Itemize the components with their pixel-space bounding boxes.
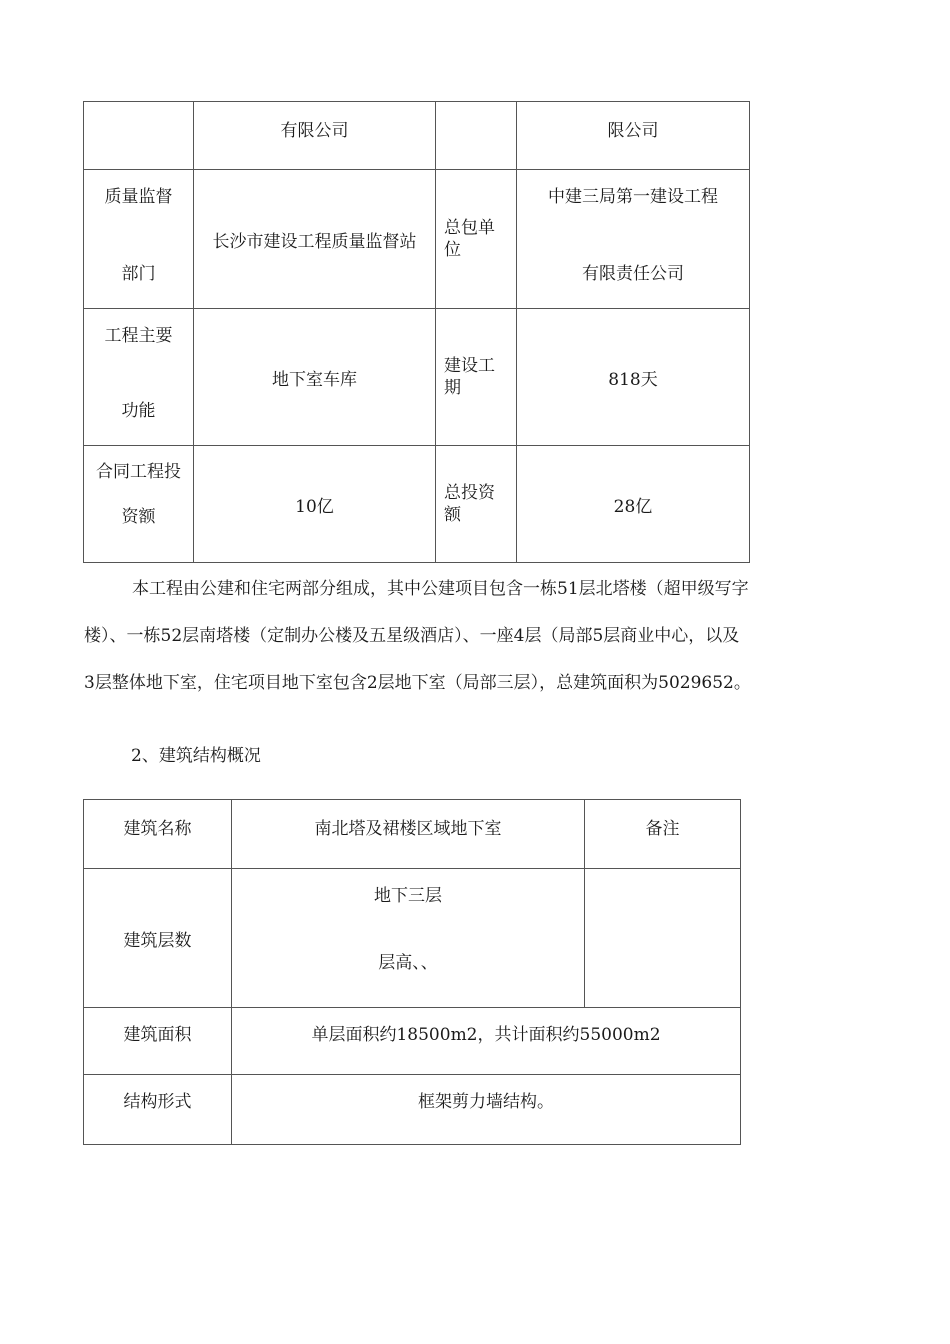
label-quality-supervision-line1: 质量监督 (104, 187, 173, 207)
general-contractor-value-line2: 有限责任公司 (582, 264, 684, 284)
total-investment-value: 28亿 (613, 496, 653, 517)
company-suffix-text: 有限公司 (280, 121, 349, 141)
table-cell (84, 309, 194, 446)
description-line-1: 本工程由公建和住宅两部分组成，其中公建项目包含一栋51层北塔楼（超甲级写字 (132, 579, 749, 599)
remarks-label: 备注 (645, 819, 680, 839)
project-info-table (83, 101, 750, 563)
table-cell (84, 1008, 232, 1075)
table-cell (84, 446, 194, 563)
table-cell (232, 1075, 741, 1145)
general-contractor-value-line1: 中建三局第一建设工程 (548, 187, 718, 207)
building-name-value: 南北塔及裙楼区域地下室 (314, 819, 502, 839)
table-cell (194, 446, 436, 563)
table-cell (84, 102, 194, 170)
label-quality-supervision-line2: 部门 (121, 264, 156, 284)
table-row (84, 1075, 741, 1145)
quality-supervision-value: 长沙市建设工程质量监督站 (212, 231, 417, 252)
label-main-function-line2: 功能 (121, 401, 156, 421)
table-cell (517, 170, 750, 309)
description-line-2: 楼）、一栋52层南塔楼（定制办公楼及五星级酒店）、一座4层（局部5层商业中心，以及 (84, 626, 740, 646)
table-row (84, 869, 741, 1008)
company-suffix-text: 限公司 (607, 121, 659, 141)
area-value: 单层面积约18500m2，共计面积约55000m2 (311, 1025, 661, 1045)
contract-investment-value: 10亿 (295, 496, 334, 517)
floors-label: 建筑层数 (123, 930, 192, 951)
structure-label: 结构形式 (123, 1092, 192, 1112)
table-cell (84, 800, 232, 869)
table-row (84, 800, 741, 869)
table-cell (232, 1008, 741, 1075)
table-cell (517, 309, 750, 446)
table-cell (436, 102, 517, 170)
table-cell (585, 869, 741, 1008)
construction-period-value: 818天 (608, 369, 658, 390)
table-cell (232, 800, 585, 869)
construction-period-label: 建设工期 (444, 356, 495, 398)
table-cell (436, 170, 517, 309)
table-row (84, 446, 750, 563)
table-cell (194, 170, 436, 309)
table-row (84, 309, 750, 446)
section-heading: 2、建筑结构概况 (131, 746, 261, 766)
table-row (84, 170, 750, 309)
table-cell (436, 309, 517, 446)
floors-value-line2: 层高、、 (378, 953, 438, 973)
table-cell (232, 869, 585, 1008)
general-contractor-label: 总包单位 (444, 218, 495, 260)
area-label: 建筑面积 (123, 1025, 192, 1045)
table-cell (517, 102, 750, 170)
table-cell (194, 102, 436, 170)
table-cell (84, 170, 194, 309)
structure-overview-table (83, 799, 741, 1145)
floors-value-line1: 地下三层 (374, 886, 442, 906)
label-main-function-line1: 工程主要 (104, 326, 173, 346)
table-cell (517, 446, 750, 563)
table-cell (84, 1075, 232, 1145)
table-row (84, 1008, 741, 1075)
table-row (84, 102, 750, 170)
building-name-label: 建筑名称 (123, 819, 192, 839)
structure-value: 框架剪力墙结构。 (418, 1092, 554, 1112)
table-cell (84, 869, 232, 1008)
project-description (84, 566, 874, 707)
table-cell (585, 800, 741, 869)
table-cell (194, 309, 436, 446)
label-contract-investment-line2: 资额 (121, 507, 156, 527)
total-investment-label: 总投资额 (444, 483, 495, 525)
label-contract-investment-line1: 合同工程投 (96, 462, 181, 482)
main-function-value: 地下室车库 (272, 369, 357, 390)
description-line-3: 3层整体地下室，住宅项目地下室包含2层地下室（局部三层），总建筑面积为5029652。 (84, 673, 751, 693)
table-cell (436, 446, 517, 563)
